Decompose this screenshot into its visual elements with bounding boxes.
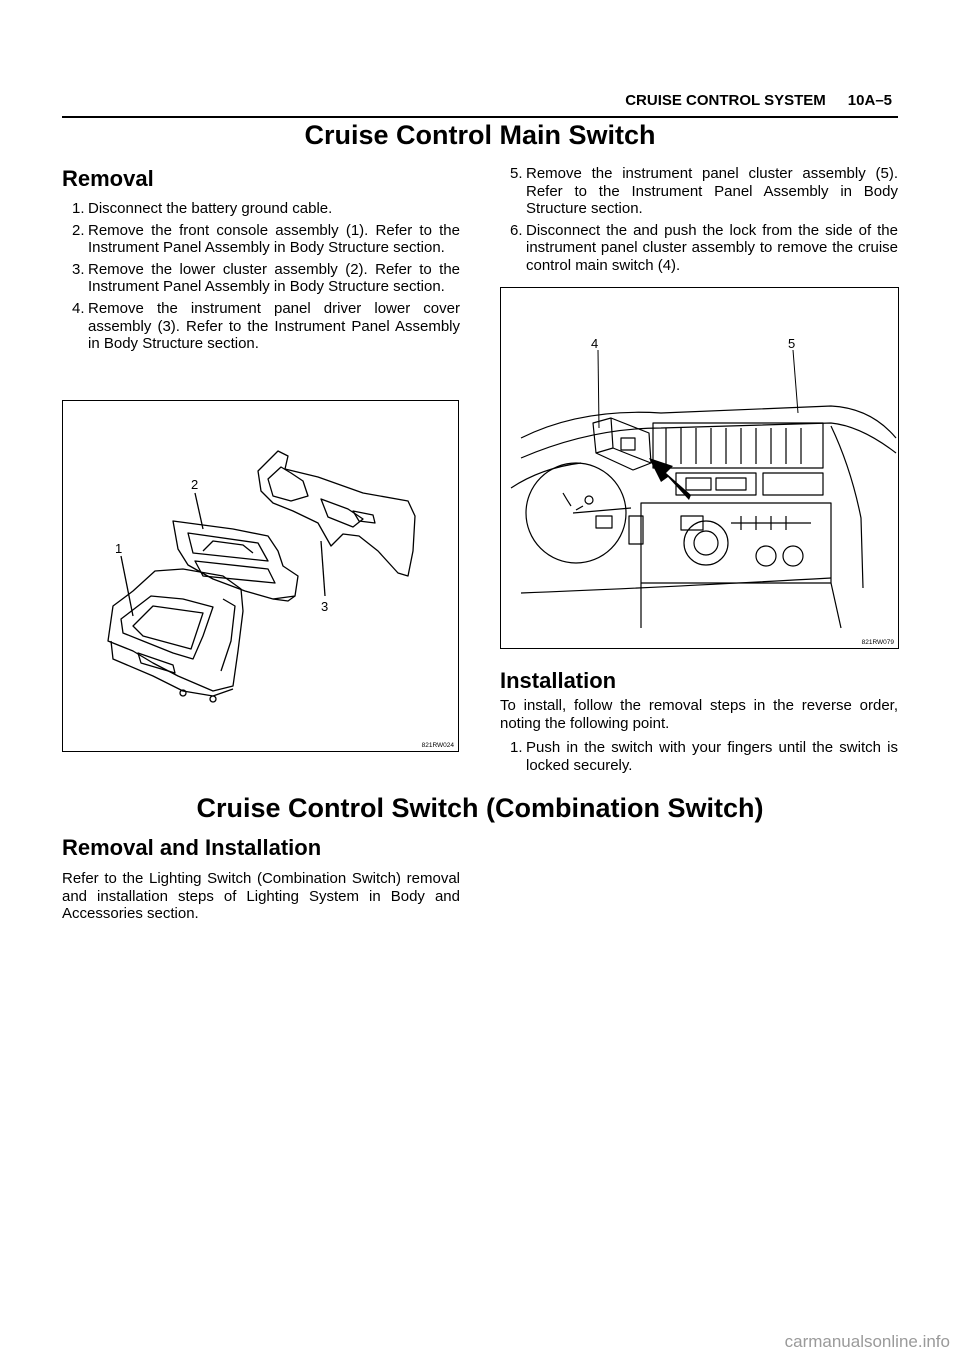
removal-step: [500, 165, 898, 218]
step-text: Disconnect the and push the lock from the side of the instrument panel cluster assembly to remove the cruise control main switch (4).: [526, 221, 898, 274]
removal-steps-left: [62, 200, 460, 357]
callout-1: 1: [115, 541, 123, 556]
removal-step: [62, 261, 460, 296]
header-section: CRUISE CONTROL SYSTEM: [625, 92, 826, 109]
step-number: 5.: [510, 165, 523, 182]
step-number: 3.: [72, 260, 85, 278]
header-page: 10A–5: [847, 92, 892, 109]
installation-heading: Installation: [500, 668, 617, 693]
combination-switch-title: Cruise Control Switch (Combination Switch): [196, 793, 764, 823]
figure-instrument-panel: [500, 287, 899, 649]
removal-steps-right: [500, 165, 898, 279]
callout-5: 5: [788, 336, 796, 351]
removal-step: [500, 222, 898, 275]
watermark: carmanualsonline.info: [784, 1332, 950, 1351]
removal-heading: Removal: [62, 166, 154, 191]
removal-installation-heading: Removal and Installation: [62, 835, 322, 860]
step-text: Remove the lower cluster assembly (2). Refer to the Instrument Panel Assembly in Body Structure section.: [88, 260, 460, 296]
console-illustration: [63, 401, 458, 751]
step-text: Remove the instrument panel cluster assembly (5). Refer to the Instrument Panel Assembly in Body Structure section.: [526, 165, 898, 218]
step-text: Remove the front console assembly (1). Refer to the Instrument Panel Assembly in Body Structure section.: [88, 221, 460, 257]
callout-3: 3: [321, 599, 329, 614]
step-number: 1.: [510, 739, 523, 756]
step-number: 1.: [72, 200, 85, 217]
step-text: Disconnect the battery ground cable.: [88, 200, 333, 217]
removal-step: [62, 300, 460, 353]
step-number: 2.: [72, 221, 85, 239]
figure-console-assembly: [62, 400, 459, 752]
page-header: [62, 90, 898, 118]
main-switch-title: Cruise Control Main Switch: [304, 120, 656, 150]
combination-switch-text: Refer to the Lighting Switch (Combination Switch) removal and installation steps of Lighting System in Body and Accessories section.: [62, 870, 460, 923]
callout-2: 2: [191, 477, 199, 492]
step-number: 6.: [510, 221, 523, 239]
installation-intro: To install, follow the removal steps in the reverse order, noting the following point.: [500, 697, 898, 732]
step-text: Push in the switch with your fingers until the switch is locked securely.: [526, 739, 898, 774]
figure-code: 821RW079: [861, 639, 894, 646]
callout-4: 4: [591, 336, 599, 351]
instrument-panel-illustration: [501, 288, 898, 648]
step-number: 4.: [72, 299, 85, 317]
step-text: Remove the instrument panel driver lower cover assembly (3). Refer to the Instrument Panel Assembly in Body Structure section.: [88, 299, 460, 353]
installation-steps: [500, 739, 898, 778]
header-text: [603, 92, 892, 109]
removal-step: [62, 200, 460, 218]
figure-code: 821RW024: [421, 742, 454, 749]
removal-step: [62, 222, 460, 257]
installation-step: [500, 739, 898, 774]
